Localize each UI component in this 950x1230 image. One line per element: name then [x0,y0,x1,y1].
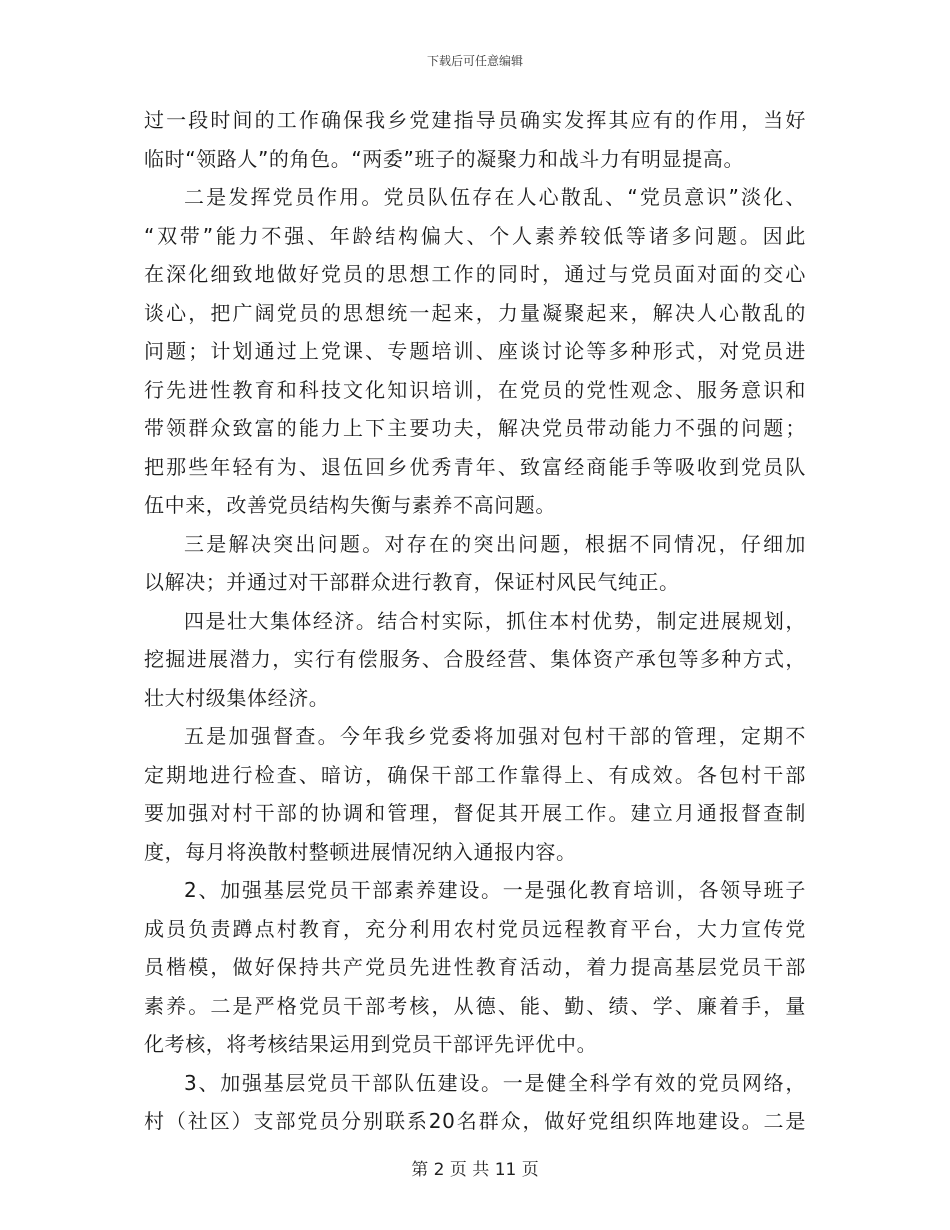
text-line: 素养。二是严格党员干部考核，从德、能、勤、绩、学、廉着手，量 [144,993,806,1018]
text-line: 度，每月将涣散村整顿进展情况纳入通报内容。 [144,839,577,864]
text-line: 定期地进行检查、暗访，确保干部工作靠得上、有成效。各包村干部 [144,762,806,787]
text-line: 壮大村级集体经济。 [144,685,330,710]
text-line: 员楷模，做好保持共产党员先进性教育活动，着力提高基层党员干部 [144,955,806,979]
text-line: 伍中来，改善党员结构失衡与素养不高问题。 [144,493,556,517]
text-line: 村（社区）支部党员分别联系20名群众，做好党组织阵地建设。二是 [144,1109,806,1133]
text-line: 行先进性教育和科技文化知识培训，在党员的党性观念、服务意识和 [144,377,806,402]
text-line: “双带”能力不强、年龄结构偏大、个人素养较低等诸多问题。因此 [144,223,806,248]
text-line: 四是壮大集体经济。结合村实际，抓住本村优势，制定进展规划， [184,608,806,633]
text-line: 五是加强督查。今年我乡党委将加强对包村干部的管理，定期不 [184,724,806,748]
document-body [144,101,806,1141]
text-line: 把那些年轻有为、退伍回乡优秀青年、致富经商能手等吸收到党员队 [144,454,806,479]
text-line: 带领群众致富的能力上下主要功夫，解决党员带动能力不强的问题； [144,416,806,440]
text-line: 化考核，将考核结果运用到党员干部评先评优中。 [144,1032,598,1056]
text-line: 3、加强基层党员干部队伍建设。一是健全科学有效的党员网络， [184,1070,806,1095]
text-line: 临时“领路人”的角色。“两委”班子的凝聚力和战斗力有明显提高。 [144,146,745,171]
text-line: 谈心，把广阔党员的思想统一起来，力量凝聚起来，解决人心散乱的 [144,300,806,325]
text-line: 在深化细致地做好党员的思想工作的同时，通过与党员面对面的交心 [144,262,806,286]
text-line: 问题；计划通过上党课、专题培训、座谈讨论等多种形式，对党员进 [144,339,806,363]
text-line: 成员负责蹲点村教育，充分利用农村党员远程教育平台，大力宣传党 [144,916,806,941]
text-line: 2、加强基层党员干部素养建设。一是强化教育培训，各领导班子 [184,878,806,902]
page-number-footer: 第 2 页 共 11 页 [411,1160,539,1180]
text-line: 二是发挥党员作用。党员队伍存在人心散乱、“党员意识”淡化、 [184,185,806,209]
text-line: 三是解决突出问题。对存在的突出问题，根据不同情况，仔细加 [184,531,806,556]
text-line: 过一段时间的工作确保我乡党建指导员确实发挥其应有的作用，当好 [144,108,806,132]
page-header-note: 下载后可任意编辑 [426,54,523,68]
text-line: 以解决；并通过对干部群众进行教育，保证村风民气纯正。 [144,570,680,594]
text-line: 挖掘进展潜力，实行有偿服务、合股经营、集体资产承包等多种方式， [144,647,806,671]
text-line: 要加强对村干部的协调和管理，督促其开展工作。建立月通报督查制 [144,801,806,825]
